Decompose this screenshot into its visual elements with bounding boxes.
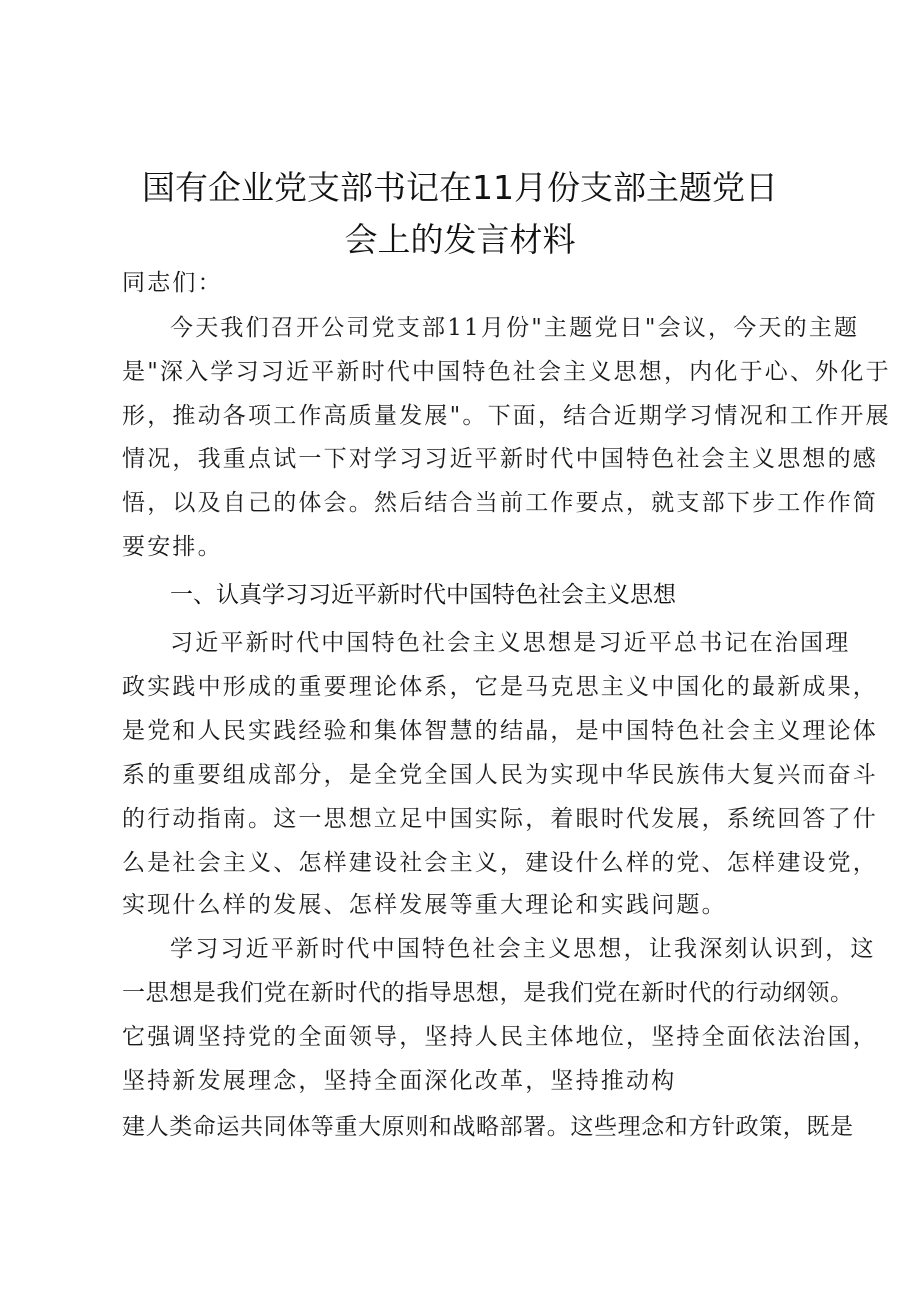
para2-line-4: 系的重要组成部分，是全党全国人民为实现中华民族伟大复兴而奋斗 bbox=[122, 762, 878, 788]
section-1-heading: 一、认真学习习近平新时代中国特色社会主义思想 bbox=[170, 582, 676, 608]
para3-line-1: 学习习近平新时代中国特色社会主义思想，让我深刻认识到，这 bbox=[170, 936, 876, 962]
intro-line-6: 要安排。 bbox=[122, 534, 223, 560]
para2-line-6: 么是社会主义、怎样建设社会主义，建设什么样的党、怎样建设党， bbox=[122, 850, 878, 876]
para3-line-4: 坚持新发展理念，坚持全面深化改革，坚持推动构 bbox=[122, 1068, 677, 1094]
document-title-line-1: 国有企业党支部书记在11月份支部主题党日 bbox=[142, 168, 778, 207]
intro-line-2: 是"深入学习习近平新时代中国特色社会主义思想，内化于心、外化于 bbox=[122, 359, 891, 385]
para2-line-1: 习近平新时代中国特色社会主义思想是习近平总书记在治国理 bbox=[170, 630, 851, 656]
intro-line-5: 悟，以及自己的体会。然后结合当前工作要点，就支部下步工作作简 bbox=[122, 490, 878, 516]
para2-line-7: 实现什么样的发展、怎样发展等重大理论和实践问题。 bbox=[122, 892, 727, 918]
document-title-line-2: 会上的发言材料 bbox=[344, 220, 576, 259]
intro-line-1: 今天我们召开公司党支部11月份"主题党日"会议，今天的主题 bbox=[170, 315, 860, 341]
para3-line-3: 它强调坚持党的全面领导，坚持人民主体地位，坚持全面依法治国， bbox=[122, 1024, 878, 1050]
para2-line-2: 政实践中形成的重要理论体系，它是马克思主义中国化的最新成果， bbox=[122, 674, 878, 700]
para3-line-2: 一思想是我们党在新时代的指导思想，是我们党在新时代的行动纲领。 bbox=[122, 980, 854, 1006]
para2-line-5: 的行动指南。这一思想立足中国实际，着眼时代发展，系统回答了什 bbox=[122, 806, 878, 832]
para2-line-3: 是党和人民实践经验和集体智慧的结晶，是中国特色社会主义理论体 bbox=[122, 718, 878, 744]
intro-line-3: 形，推动各项工作高质量发展"。下面，结合近期学习情况和工作开展 bbox=[122, 403, 891, 429]
para3-line-5: 建人类命运共同体等重大原则和战略部署。这些理念和方针政策，既是 bbox=[122, 1114, 854, 1140]
intro-line-4: 情况，我重点试一下对学习习近平新时代中国特色社会主义思想的感 bbox=[122, 446, 878, 472]
salutation: 同志们： bbox=[122, 270, 223, 296]
